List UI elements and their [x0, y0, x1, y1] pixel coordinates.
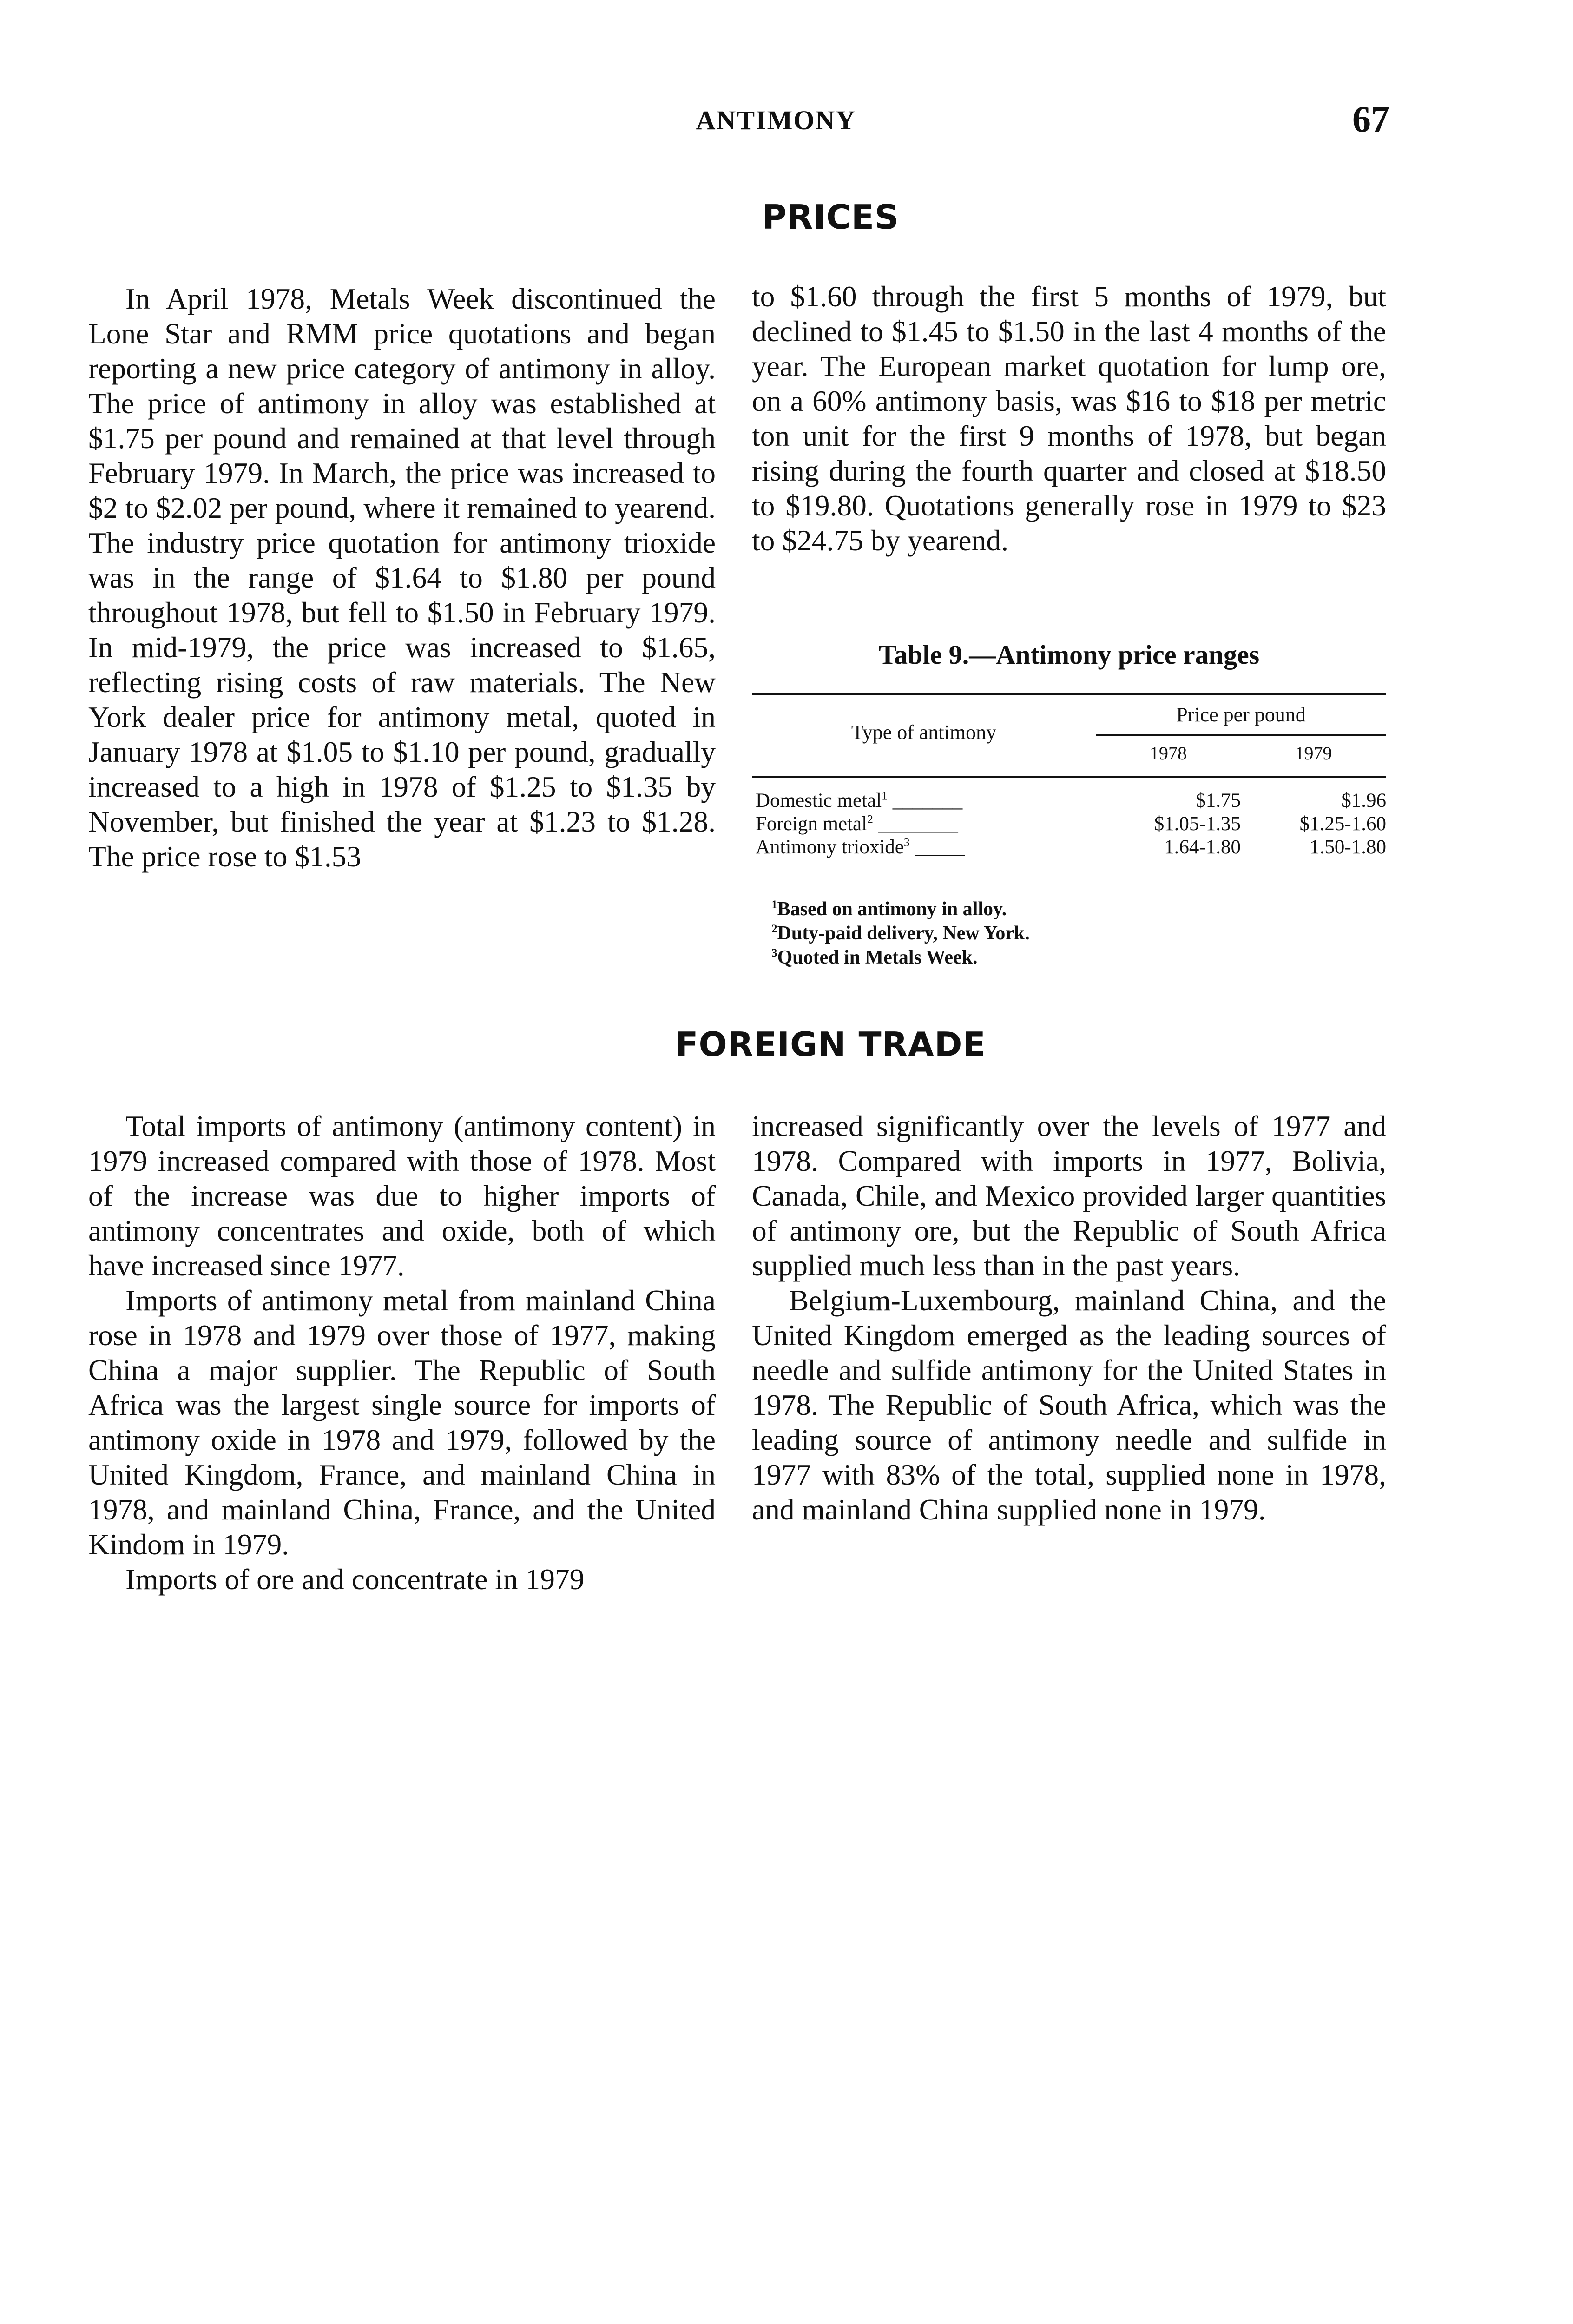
table-header-type: Type of antimony: [851, 721, 997, 744]
table-header-1978: 1978: [1150, 743, 1187, 764]
trade-paragraph-continued: increased significantly over the levels of 1977 and 1978. Compared with imports in 1977, Bolivia, Canada, Chile, and Mexico provided larger quantities of antimony ore, but the Republic of South Africa supplied much less than in the past years.: [752, 1109, 1386, 1282]
footnote: $^2$Duty-paid delivery, New York.: [771, 923, 1030, 944]
prices-heading: PRICES: [762, 198, 899, 237]
row-value-1979: $1.96: [1341, 790, 1386, 812]
trade-paragraph-3: Imports of ore and concentrate in 1979: [125, 1563, 585, 1596]
row-label: Foreign metal$^2$ ________: [756, 812, 958, 835]
row-value-1979: 1.50-1.80: [1310, 836, 1386, 858]
foreign-trade-heading: FOREIGN TRADE: [675, 1025, 986, 1064]
prices-paragraph-1: In April 1978, Metals Week discontinued the Lone Star and RMM price quotations and began reporting a new price category of antimony in alloy. The price of antimony in alloy was established at $1.75 per pound and remained at that level through February 1979. In March, the price was increased to $2 to $2.02 per pound, where it remained to yearend. The industry price quotation for antimony trioxide was in the range of $1.64 to $1.80 per pound throughout 1978, but fell to $1.50 in February 1979. In mid-1979, the price was increased to $1.65, reflecting rising costs of raw materials. The New York dealer price for antimony metal, quoted in January 1978 at $1.05 to $1.10 per pound, gradually increased to a high in 1978 of $1.25 to $1.35 by November, but finished the year at $1.23 to $1.28. The price rose to $1.53: [88, 282, 716, 873]
table-footnotes: [771, 897, 1376, 970]
page-number: 67: [1352, 99, 1389, 140]
table-row: [752, 812, 1386, 836]
trade-paragraph-2: Imports of antimony metal from mainland China rose in 1978 and 1979 over those of 1977, making China a major supplier. The Republic of South Africa was the largest single source for imports of antimony oxide in 1978 and 1979, followed by the United Kingdom, France, and mainland China in 1978, and mainland China, France, and the United Kindom in 1979.: [88, 1284, 716, 1561]
trade-left-column: [88, 1109, 716, 1597]
table-header-rule: [752, 776, 1386, 778]
trade-right-column: [752, 1109, 1386, 1527]
table-price-rule: [1096, 734, 1386, 736]
row-value-1978: 1.64-1.80: [1164, 836, 1241, 858]
prices-left-column: [88, 281, 716, 874]
footnote: $^3$Quoted in Metals Week.: [771, 947, 978, 968]
table-title: Table 9.—Antimony price ranges: [878, 640, 1260, 670]
table-row: [752, 789, 1386, 812]
prices-paragraph-continued: to $1.60 through the first 5 months of 1979, but declined to $1.45 to $1.50 in the last 4 months of the year. The European market quotation for lump ore, on a 60% antimony basis, was $16 to $18 per metric ton unit for the first 9 months of 1978, but began rising during the fourth quarter and closed at $18.50 to $19.80. Quotations generally rose in 1979 to $23 to $24.75 by yearend.: [752, 280, 1386, 557]
row-label: Domestic metal$^1$ _______: [756, 789, 963, 812]
footnote: $^1$Based on antimony in alloy.: [771, 898, 1007, 920]
trade-paragraph-1: Total imports of antimony (antimony content) in 1979 increased compared with those of 1978. Most of the increase was due to higher imports of antimony concentrates and oxide, both of which have increased since 1977.: [88, 1109, 716, 1282]
table-top-rule: [752, 693, 1386, 695]
row-value-1979: $1.25-1.60: [1299, 813, 1386, 835]
table-header-price: Price per pound: [1176, 703, 1306, 726]
trade-paragraph-4: Belgium-Luxembourg, mainland China, and the United Kingdom emerged as the leading sources of needle and sulfide antimony for the United States in 1978. The Republic of South Africa, which was the leading source of antimony needle and sulfide in 1977 with 83% of the total, supplied none in 1978, and mainland China supplied none in 1979.: [752, 1284, 1386, 1526]
row-value-1978: $1.05-1.35: [1154, 813, 1241, 835]
row-label: Antimony trioxide$^3$ _____: [756, 835, 965, 858]
prices-right-column: [752, 279, 1386, 558]
table-row: [752, 836, 1386, 859]
running-head: ANTIMONY: [696, 105, 856, 135]
row-value-1978: $1.75: [1196, 790, 1241, 812]
table-header-1979: 1979: [1295, 743, 1332, 764]
